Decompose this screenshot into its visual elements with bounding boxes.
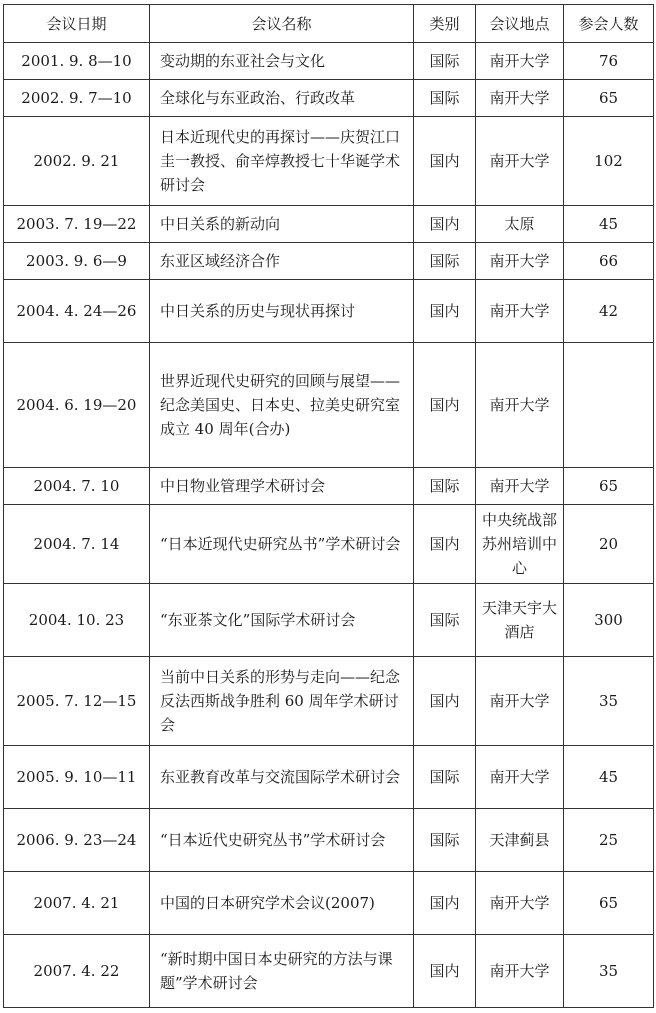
cell-location: 南开大学 xyxy=(476,117,564,206)
header-name: 会议名称 xyxy=(150,5,414,43)
cell-location: 南开大学 xyxy=(476,935,564,1008)
header-date: 会议日期 xyxy=(4,5,150,43)
cell-attendees: 65 xyxy=(564,468,654,505)
cell-date: 2004. 7. 14 xyxy=(4,505,150,584)
table-row xyxy=(4,43,654,80)
cell-attendees: 35 xyxy=(564,935,654,1008)
cell-attendees: 45 xyxy=(564,206,654,243)
cell-attendees: 76 xyxy=(564,43,654,80)
table-row xyxy=(4,343,654,468)
cell-date: 2007. 4. 21 xyxy=(4,872,150,935)
cell-location: 天津蓟县 xyxy=(476,809,564,872)
cell-type: 国内 xyxy=(414,117,476,206)
cell-date: 2004. 10. 23 xyxy=(4,584,150,657)
cell-name: 东亚区域经济合作 xyxy=(150,243,414,280)
cell-attendees: 65 xyxy=(564,872,654,935)
cell-type: 国际 xyxy=(414,80,476,117)
cell-location: 南开大学 xyxy=(476,468,564,505)
table-row xyxy=(4,280,654,343)
cell-type: 国内 xyxy=(414,872,476,935)
cell-attendees: 45 xyxy=(564,746,654,809)
cell-name: “日本近代史研究丛书”学术研讨会 xyxy=(150,809,414,872)
table-row xyxy=(4,243,654,280)
cell-type: 国内 xyxy=(414,206,476,243)
cell-name: “日本近现代史研究丛书”学术研讨会 xyxy=(150,505,414,584)
table-row xyxy=(4,657,654,746)
cell-date: 2002. 9. 7—10 xyxy=(4,80,150,117)
cell-type: 国内 xyxy=(414,935,476,1008)
cell-name: 变动期的东亚社会与文化 xyxy=(150,43,414,80)
cell-date: 2004. 7. 10 xyxy=(4,468,150,505)
cell-name: 中日关系的历史与现状再探讨 xyxy=(150,280,414,343)
table-row xyxy=(4,206,654,243)
table-row xyxy=(4,117,654,206)
table-row xyxy=(4,872,654,935)
header-row xyxy=(4,5,654,43)
cell-date: 2004. 4. 24—26 xyxy=(4,280,150,343)
cell-name: 东亚教育改革与交流国际学术研讨会 xyxy=(150,746,414,809)
cell-attendees xyxy=(564,343,654,468)
cell-type: 国内 xyxy=(414,657,476,746)
cell-location: 南开大学 xyxy=(476,43,564,80)
cell-location: 南开大学 xyxy=(476,80,564,117)
cell-type: 国内 xyxy=(414,280,476,343)
header-type: 类别 xyxy=(414,5,476,43)
cell-name: 日本近现代史的再探讨——庆贺江口圭一教授、俞辛焞教授七十华诞学术研讨会 xyxy=(150,117,414,206)
cell-name: 世界近现代史研究的回顾与展望——纪念美国史、日本史、拉美史研究室成立 40 周年(合办) xyxy=(150,343,414,468)
cell-attendees: 65 xyxy=(564,80,654,117)
cell-location: 太原 xyxy=(476,206,564,243)
cell-name: “东亚茶文化”国际学术研讨会 xyxy=(150,584,414,657)
cell-type: 国际 xyxy=(414,809,476,872)
table-body xyxy=(4,43,654,1008)
cell-name: “新时期中国日本史研究的方法与课题”学术研讨会 xyxy=(150,935,414,1008)
cell-location: 南开大学 xyxy=(476,243,564,280)
cell-date: 2003. 9. 6—9 xyxy=(4,243,150,280)
table-header xyxy=(4,5,654,43)
cell-date: 2005. 9. 10—11 xyxy=(4,746,150,809)
cell-type: 国际 xyxy=(414,584,476,657)
cell-date: 2004. 6. 19—20 xyxy=(4,343,150,468)
cell-location: 南开大学 xyxy=(476,746,564,809)
cell-date: 2002. 9. 21 xyxy=(4,117,150,206)
table-row xyxy=(4,935,654,1008)
table-row xyxy=(4,809,654,872)
cell-location: 南开大学 xyxy=(476,343,564,468)
cell-type: 国际 xyxy=(414,243,476,280)
cell-date: 2003. 7. 19—22 xyxy=(4,206,150,243)
cell-attendees: 300 xyxy=(564,584,654,657)
header-location: 会议地点 xyxy=(476,5,564,43)
table-row xyxy=(4,505,654,584)
cell-attendees: 102 xyxy=(564,117,654,206)
cell-location: 中央统战部苏州培训中心 xyxy=(476,505,564,584)
conference-table xyxy=(3,4,654,1008)
cell-date: 2006. 9. 23—24 xyxy=(4,809,150,872)
cell-attendees: 35 xyxy=(564,657,654,746)
cell-attendees: 66 xyxy=(564,243,654,280)
cell-type: 国际 xyxy=(414,746,476,809)
cell-type: 国际 xyxy=(414,43,476,80)
cell-location: 南开大学 xyxy=(476,280,564,343)
cell-name: 中日关系的新动向 xyxy=(150,206,414,243)
cell-date: 2005. 7. 12—15 xyxy=(4,657,150,746)
cell-name: 中日物业管理学术研讨会 xyxy=(150,468,414,505)
table-row xyxy=(4,468,654,505)
header-attendees: 参会人数 xyxy=(564,5,654,43)
cell-name: 中国的日本研究学术会议(2007) xyxy=(150,872,414,935)
table-row xyxy=(4,80,654,117)
cell-location: 天津天宇大酒店 xyxy=(476,584,564,657)
cell-attendees: 20 xyxy=(564,505,654,584)
cell-location: 南开大学 xyxy=(476,872,564,935)
cell-type: 国内 xyxy=(414,505,476,584)
cell-type: 国际 xyxy=(414,468,476,505)
cell-type: 国内 xyxy=(414,343,476,468)
cell-date: 2007. 4. 22 xyxy=(4,935,150,1008)
cell-attendees: 42 xyxy=(564,280,654,343)
cell-name: 当前中日关系的形势与走向——纪念反法西斯战争胜利 60 周年学术研讨会 xyxy=(150,657,414,746)
cell-date: 2001. 9. 8—10 xyxy=(4,43,150,80)
cell-location: 南开大学 xyxy=(476,657,564,746)
table-row xyxy=(4,746,654,809)
table-row xyxy=(4,584,654,657)
cell-name: 全球化与东亚政治、行政改革 xyxy=(150,80,414,117)
cell-attendees: 25 xyxy=(564,809,654,872)
